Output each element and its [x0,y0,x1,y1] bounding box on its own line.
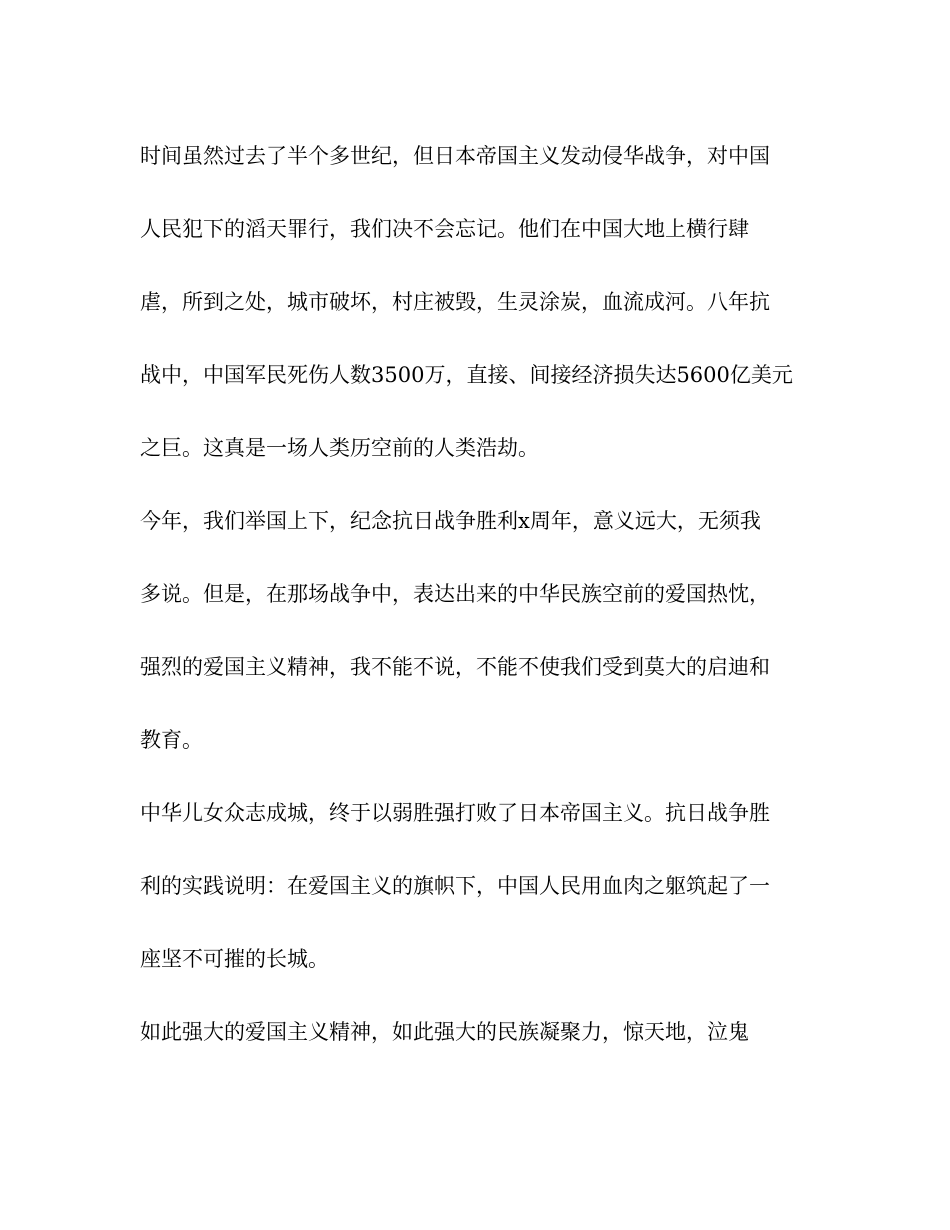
text-line: 教育。 [140,728,203,752]
text-line: 战中，中国军民死伤人数3500万，直接、间接经济损失达5600亿美元 [140,363,793,387]
text-line: 强烈的爱国主义精神，我不能不说，不能不使我们受到莫大的启迪和 [140,655,770,679]
text-line: 利的实践说明：在爱国主义的旗帜下，中国人民用血肉之躯筑起了一 [140,874,770,898]
text-line: 虐，所到之处，城市破坏，村庄被毁，生灵涂炭，血流成河。八年抗 [140,290,770,314]
text-line: 座坚不可摧的长城。 [140,947,329,971]
text-line: 如此强大的爱国主义精神，如此强大的民族凝聚力，惊天地，泣鬼 [140,1020,749,1044]
text-line: 多说。但是，在那场战争中，表达出来的中华民族空前的爱国热忱， [140,582,770,606]
text-line: 时间虽然过去了半个多世纪，但日本帝国主义发动侵华战争，对中国 [140,144,770,168]
text-line: 人民犯下的滔天罪行，我们决不会忘记。他们在中国大地上横行肆 [140,217,749,241]
text-line: 中华儿女众志成城，终于以弱胜强打败了日本帝国主义。抗日战争胜 [140,801,770,825]
text-line: 今年，我们举国上下，纪念抗日战争胜利x周年，意义远大，无须我 [140,509,761,533]
text-line: 之巨。这真是一场人类历空前的人类浩劫。 [140,436,539,460]
